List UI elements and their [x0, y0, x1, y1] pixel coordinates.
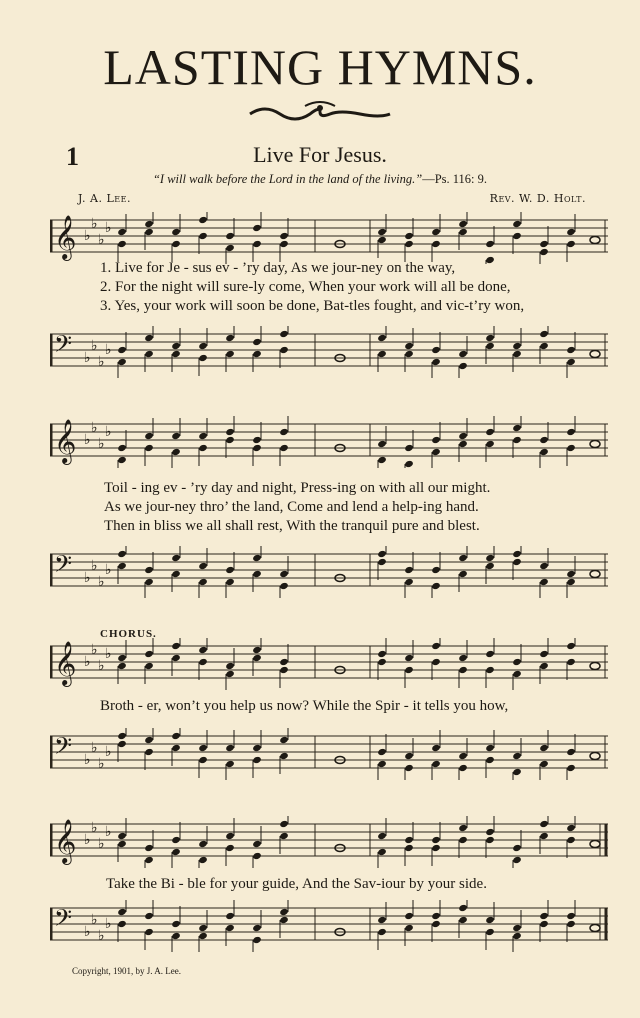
treble-clef-icon: 𝄞 — [54, 641, 77, 685]
flat-icon: ♭ — [105, 424, 112, 440]
bass-staff-4 — [50, 900, 610, 952]
bass-clef-icon: 𝄢 — [54, 904, 73, 937]
book-title: LASTING HYMNS. — [103, 39, 537, 95]
flat-icon: ♭ — [105, 916, 112, 932]
flat-icon: ♭ — [98, 658, 105, 674]
flat-icon: ♭ — [84, 432, 91, 448]
chorus-line-2: Take the Bi - ble for your guide, And the Sav-iour by your side. — [106, 876, 487, 892]
flat-icon: ♭ — [105, 220, 112, 236]
bass-clef-icon: 𝄢 — [54, 330, 73, 363]
flat-icon: ♭ — [105, 646, 112, 662]
flat-icon: ♭ — [84, 350, 91, 366]
flat-icon: ♭ — [98, 836, 105, 852]
flat-icon: ♭ — [98, 574, 105, 590]
bass-staff-2 — [50, 546, 610, 598]
flat-icon: ♭ — [91, 820, 98, 836]
flat-icon: ♭ — [105, 824, 112, 840]
verse-line-2-3: Then in bliss we all shall rest, With the tranquil pure and blest. — [104, 518, 480, 534]
treble-staff-4 — [50, 816, 610, 868]
flat-icon: ♭ — [84, 924, 91, 940]
verse-line-1-3: 3. Yes, your work will soon be done, Bat-tles fought, and vic-t’ry won, — [100, 298, 525, 314]
flat-icon: ♭ — [84, 654, 91, 670]
bass-clef-icon: 𝄢 — [54, 550, 73, 583]
bass-clef-icon: 𝄢 — [54, 732, 73, 765]
flat-icon: ♭ — [98, 436, 105, 452]
flat-icon: ♭ — [91, 740, 98, 756]
flat-icon: ♭ — [91, 338, 98, 354]
ornament-flourish — [240, 98, 400, 126]
lyricist-credit: Rev. W. D. Holt. — [489, 192, 586, 205]
chorus-label: CHORUS. — [100, 628, 157, 640]
treble-clef-icon: 𝄞 — [54, 819, 77, 863]
epigraph — [0, 172, 640, 187]
flat-icon: ♭ — [105, 562, 112, 578]
treble-staff-2 — [50, 416, 610, 468]
treble-staff-1 — [50, 212, 610, 264]
flat-icon: ♭ — [98, 928, 105, 944]
verse-line-1-2: 2. For the night will sure-ly come, When your work will all be done, — [100, 279, 511, 295]
flat-icon: ♭ — [98, 354, 105, 370]
copyright-notice: Copyright, 1901, by J. A. Lee. — [72, 966, 181, 976]
epigraph-reference: —Ps. 116: 9. — [422, 172, 488, 186]
flat-icon: ♭ — [91, 216, 98, 232]
bass-staff-3 — [50, 728, 610, 780]
verse-line-2-1: Toil - ing ev - ’ry day and night, Press-ing on with all our might. — [104, 480, 491, 496]
verse-line-2-2: As we jour-ney thro’ the land, Come and lend a help-ing hand. — [104, 499, 479, 515]
hymn-title: Live For Jesus. — [253, 142, 387, 167]
flat-icon: ♭ — [84, 228, 91, 244]
composer-credit: J. A. Lee. — [78, 192, 131, 205]
epigraph-text: “I will walk before the Lord in the land of the living.” — [152, 172, 423, 186]
treble-clef-icon: 𝄞 — [54, 215, 77, 259]
flat-icon: ♭ — [91, 912, 98, 928]
flat-icon: ♭ — [105, 744, 112, 760]
chorus-line-1: Broth - er, won’t you help us now? While the Spir - it tells you how, — [100, 698, 509, 714]
flat-icon: ♭ — [84, 570, 91, 586]
hymn-number: 1 — [66, 142, 79, 171]
flat-icon: ♭ — [105, 342, 112, 358]
treble-staff-3 — [50, 638, 610, 690]
flat-icon: ♭ — [98, 232, 105, 248]
flat-icon: ♭ — [91, 642, 98, 658]
flat-icon: ♭ — [84, 832, 91, 848]
flat-icon: ♭ — [91, 558, 98, 574]
flat-icon: ♭ — [98, 756, 105, 772]
flat-icon: ♭ — [84, 752, 91, 768]
verse-line-1-1: 1. Live for Je - sus ev - ’ry day, As we jour-ney on the way, — [100, 260, 456, 276]
treble-clef-icon: 𝄞 — [54, 419, 77, 463]
bass-staff-1 — [50, 326, 610, 378]
flat-icon: ♭ — [91, 420, 98, 436]
